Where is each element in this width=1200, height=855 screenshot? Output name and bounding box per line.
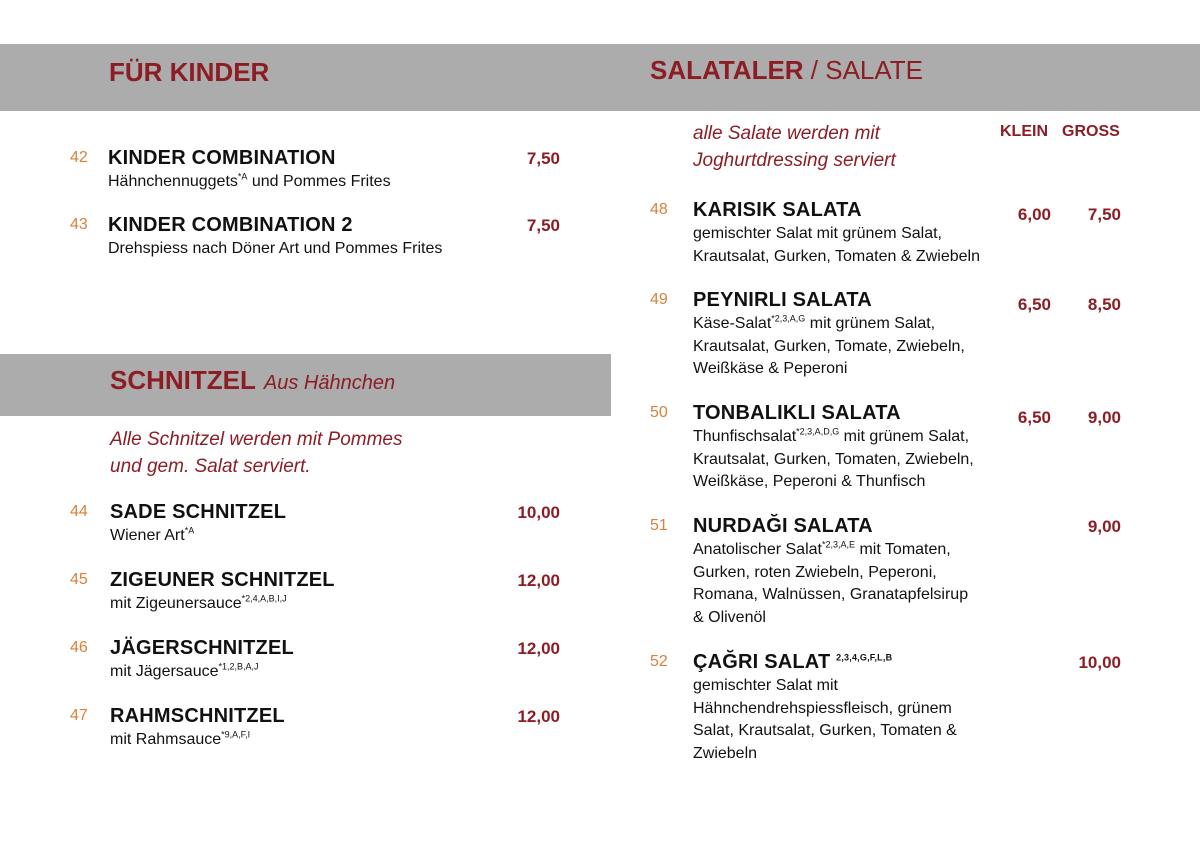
menu-item-43 bbox=[70, 214, 570, 264]
item-name: PEYNIRLI SALATA bbox=[693, 289, 872, 311]
item-number: 48 bbox=[650, 201, 668, 218]
menu-item-52 bbox=[650, 651, 1125, 766]
item-price: 12,00 bbox=[517, 707, 560, 726]
allergen-note: *A bbox=[184, 525, 195, 536]
item-price-small: 6,50 bbox=[1017, 295, 1051, 314]
item-description bbox=[110, 729, 250, 752]
item-price-small: 6,00 bbox=[1017, 205, 1051, 224]
menu-item-45 bbox=[70, 569, 570, 619]
menu-item-42 bbox=[70, 147, 570, 197]
item-description: Drehspiess nach Döner Art und Pommes Frites bbox=[108, 240, 443, 257]
column-header-gross: GROSS bbox=[1062, 123, 1120, 140]
item-name: KARISIK SALATA bbox=[693, 199, 862, 221]
item-number: 45 bbox=[70, 571, 88, 588]
column-header-klein: KLEIN bbox=[1000, 123, 1048, 140]
salate-title-regular: / SALATE bbox=[803, 55, 924, 85]
item-price: 12,00 bbox=[517, 639, 560, 658]
item-description bbox=[110, 661, 259, 684]
desc-text-continued: mit grünem Salat, Krautsalat, Gurken, Tomate, Zwiebeln, Weißkäse & Peperoni bbox=[693, 315, 965, 377]
item-price: 7,50 bbox=[526, 149, 560, 168]
salate-note: alle Salate werden mit Joghurtdressing serviert bbox=[693, 123, 896, 171]
allergen-note: *1,2,B,A,J bbox=[218, 661, 259, 672]
desc-text: Hähnchennuggets bbox=[108, 173, 238, 190]
allergen-note: *2,4,A,B,I,J bbox=[241, 593, 287, 604]
menu-item-48 bbox=[650, 199, 1125, 269]
menu-item-50 bbox=[650, 402, 1125, 497]
kinder-title-text: FÜR KINDER bbox=[109, 57, 270, 87]
item-number: 52 bbox=[650, 653, 668, 670]
item-price: 7,50 bbox=[526, 216, 560, 235]
menu-item-47 bbox=[70, 705, 570, 755]
desc-text: Käse-Salat bbox=[693, 315, 772, 332]
item-price-large: 9,00 bbox=[1087, 408, 1121, 427]
item-number: 43 bbox=[70, 216, 88, 233]
item-description bbox=[110, 525, 194, 548]
schnitzel-subtitle: Aus Hähnchen bbox=[263, 372, 396, 394]
item-description bbox=[693, 539, 968, 629]
kinder-section-title bbox=[109, 57, 269, 88]
schnitzel-note: Alle Schnitzel werden mit Pommes und gem. Salat serviert. bbox=[110, 429, 403, 477]
menu-item-49 bbox=[650, 289, 1125, 384]
item-price-large: 10,00 bbox=[1078, 653, 1121, 672]
item-description bbox=[108, 171, 391, 194]
desc-text-continued: mit grünem Salat, Krautsalat, Gurken, Tomaten, Zwiebeln, Weißkäse, Peperoni & Thunfisch bbox=[693, 428, 974, 490]
item-price: 12,00 bbox=[517, 571, 560, 590]
item-number: 50 bbox=[650, 404, 668, 421]
desc-text: Anatolischer Salat bbox=[693, 541, 822, 558]
item-price-large: 9,00 bbox=[1087, 517, 1121, 536]
schnitzel-title-text: SCHNITZEL bbox=[110, 365, 256, 395]
menu-item-44 bbox=[70, 501, 570, 551]
desc-text: Wiener Art bbox=[110, 527, 185, 544]
salate-title-bold: SALATALER bbox=[650, 55, 804, 85]
allergen-note: *2,3,A,G bbox=[771, 313, 806, 324]
desc-text: Thunfischsalat bbox=[693, 428, 797, 445]
allergen-note: *2,3,A,D,G bbox=[796, 426, 840, 437]
item-description bbox=[110, 593, 287, 616]
item-name: TONBALIKLI SALATA bbox=[693, 402, 901, 424]
menu-item-51 bbox=[650, 515, 1125, 630]
desc-text: mit Jägersauce bbox=[110, 663, 219, 680]
item-number: 51 bbox=[650, 517, 668, 534]
item-description: gemischter Salat mit grünem Salat, Krautsalat, Gurken, Tomaten & Zwiebeln bbox=[693, 225, 980, 265]
item-description bbox=[693, 426, 974, 494]
desc-text-continued: und Pommes Frites bbox=[247, 173, 391, 190]
salate-section-title bbox=[650, 55, 923, 86]
desc-text-continued: mit Tomaten, Gurken, roten Zwiebeln, Peperoni, Romana, Walnüssen, Granatapfelsirup & Olivenöl bbox=[693, 541, 969, 626]
item-price-large: 7,50 bbox=[1087, 205, 1121, 224]
desc-text: mit Zigeunersauce bbox=[110, 595, 242, 612]
item-number: 42 bbox=[70, 149, 88, 166]
item-name: SADE SCHNITZEL bbox=[110, 501, 287, 523]
allergen-note: *A bbox=[237, 171, 248, 182]
allergen-note: *2,3,A,E bbox=[821, 539, 855, 550]
item-name-text: ÇAĞRI SALAT bbox=[693, 651, 831, 673]
allergen-note: 2,3,4,G,F,L,B bbox=[836, 652, 893, 663]
item-name: KINDER COMBINATION 2 bbox=[108, 214, 353, 236]
item-name: ZIGEUNER SCHNITZEL bbox=[110, 569, 335, 591]
item-number: 49 bbox=[650, 291, 668, 308]
item-price: 10,00 bbox=[517, 503, 560, 522]
schnitzel-section-title bbox=[110, 365, 395, 396]
allergen-note: *9,A,F,I bbox=[221, 729, 251, 740]
item-number: 46 bbox=[70, 639, 88, 656]
item-name: JÄGERSCHNITZEL bbox=[110, 637, 294, 659]
item-name: RAHMSCHNITZEL bbox=[110, 705, 285, 727]
item-price-small: 6,50 bbox=[1017, 408, 1051, 427]
item-number: 44 bbox=[70, 503, 88, 520]
item-description: gemischter Salat mit Hähnchendrehspiessfleisch, grünem Salat, Krautsalat, Gurken, Tomaten & Zwiebeln bbox=[693, 677, 957, 762]
item-name: NURDAĞI SALATA bbox=[693, 515, 873, 537]
item-price-large: 8,50 bbox=[1087, 295, 1121, 314]
item-description bbox=[693, 313, 965, 381]
item-name bbox=[693, 651, 892, 674]
item-name: KINDER COMBINATION bbox=[108, 147, 336, 169]
item-number: 47 bbox=[70, 707, 88, 724]
menu-item-46 bbox=[70, 637, 570, 687]
desc-text: mit Rahmsauce bbox=[110, 731, 222, 748]
